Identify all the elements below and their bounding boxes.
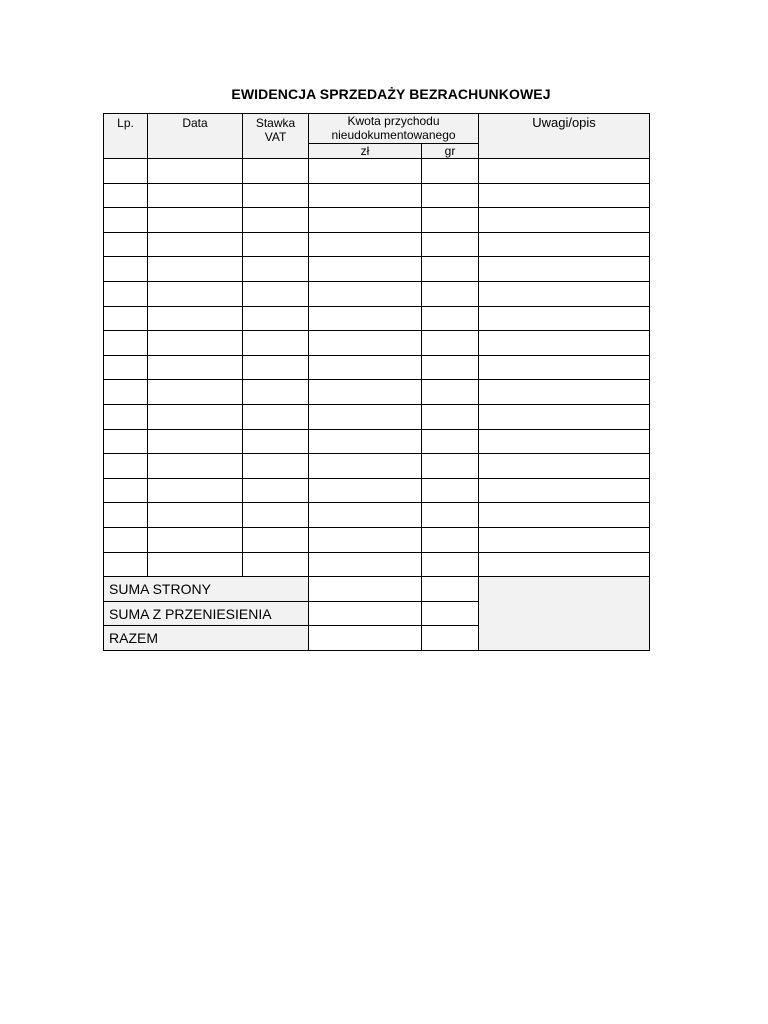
cell-gr[interactable] xyxy=(422,404,479,429)
cell-gr[interactable] xyxy=(422,454,479,479)
cell-stawka-vat[interactable] xyxy=(243,306,309,331)
cell-gr[interactable] xyxy=(422,208,479,233)
cell-zl[interactable] xyxy=(309,454,422,479)
cell-stawka-vat[interactable] xyxy=(243,159,309,184)
table-row xyxy=(104,404,650,429)
cell-zl[interactable] xyxy=(309,527,422,552)
table-row xyxy=(104,232,650,257)
header-stawka-vat-label: Stawka VAT xyxy=(255,116,296,144)
cell-data[interactable] xyxy=(148,527,243,552)
cell-stawka-vat[interactable] xyxy=(243,232,309,257)
cell-zl[interactable] xyxy=(309,331,422,356)
cell-data[interactable] xyxy=(148,503,243,528)
cell-stawka-vat[interactable] xyxy=(243,331,309,356)
cell-uwagi[interactable] xyxy=(479,232,650,257)
cell-lp[interactable] xyxy=(104,257,148,282)
cell-stawka-vat[interactable] xyxy=(243,454,309,479)
cell-zl[interactable] xyxy=(309,503,422,528)
suma-strony-zl-cell[interactable] xyxy=(309,577,422,602)
cell-lp[interactable] xyxy=(104,306,148,331)
suma-z-przeniesienia-zl-cell[interactable] xyxy=(309,601,422,626)
cell-data[interactable] xyxy=(148,306,243,331)
cell-uwagi[interactable] xyxy=(479,454,650,479)
cell-lp[interactable] xyxy=(104,355,148,380)
cell-lp[interactable] xyxy=(104,503,148,528)
table-row xyxy=(104,208,650,233)
cell-lp[interactable] xyxy=(104,281,148,306)
suma-z-przeniesienia-gr-cell[interactable] xyxy=(422,601,479,626)
suma-z-przeniesienia-label: SUMA Z PRZENIESIENIA xyxy=(104,601,309,626)
cell-lp[interactable] xyxy=(104,380,148,405)
cell-stawka-vat[interactable] xyxy=(243,355,309,380)
cell-stawka-vat[interactable] xyxy=(243,208,309,233)
cell-gr[interactable] xyxy=(422,159,479,184)
table-row xyxy=(104,183,650,208)
cell-gr[interactable] xyxy=(422,380,479,405)
cell-data[interactable] xyxy=(148,429,243,454)
razem-gr-cell[interactable] xyxy=(422,626,479,651)
table-row xyxy=(104,552,650,577)
summary-shaded-area xyxy=(479,577,650,651)
cell-lp[interactable] xyxy=(104,404,148,429)
table-row xyxy=(104,281,650,306)
cell-zl[interactable] xyxy=(309,306,422,331)
cell-gr[interactable] xyxy=(422,527,479,552)
cell-data[interactable] xyxy=(148,454,243,479)
cell-gr[interactable] xyxy=(422,232,479,257)
cell-zl[interactable] xyxy=(309,159,422,184)
cell-lp[interactable] xyxy=(104,183,148,208)
razem-label: RAZEM xyxy=(104,626,309,651)
cell-data[interactable] xyxy=(148,208,243,233)
cell-lp[interactable] xyxy=(104,527,148,552)
header-stawka-vat xyxy=(243,114,309,159)
cell-lp[interactable] xyxy=(104,429,148,454)
cell-lp[interactable] xyxy=(104,232,148,257)
cell-data[interactable] xyxy=(148,281,243,306)
cell-gr[interactable] xyxy=(422,281,479,306)
cell-lp[interactable] xyxy=(104,208,148,233)
cell-data[interactable] xyxy=(148,331,243,356)
ledger-body xyxy=(104,159,650,577)
table-row xyxy=(104,429,650,454)
cell-gr[interactable] xyxy=(422,331,479,356)
table-row xyxy=(104,527,650,552)
cell-uwagi[interactable] xyxy=(479,281,650,306)
cell-zl[interactable] xyxy=(309,183,422,208)
cell-data[interactable] xyxy=(148,380,243,405)
cell-uwagi[interactable] xyxy=(479,527,650,552)
cell-gr[interactable] xyxy=(422,355,479,380)
cell-lp[interactable] xyxy=(104,331,148,356)
cell-zl[interactable] xyxy=(309,355,422,380)
cell-gr[interactable] xyxy=(422,429,479,454)
cell-stawka-vat[interactable] xyxy=(243,380,309,405)
cell-lp[interactable] xyxy=(104,159,148,184)
cell-data[interactable] xyxy=(148,183,243,208)
cell-stawka-vat[interactable] xyxy=(243,281,309,306)
cell-gr[interactable] xyxy=(422,478,479,503)
page-title: EWIDENCJA SPRZEDAŻY BEZRACHUNKOWEJ xyxy=(231,86,551,102)
ledger-table xyxy=(103,113,650,651)
cell-zl[interactable] xyxy=(309,380,422,405)
table-row xyxy=(104,380,650,405)
cell-uwagi[interactable] xyxy=(479,355,650,380)
cell-zl[interactable] xyxy=(309,429,422,454)
table-row xyxy=(104,454,650,479)
cell-stawka-vat[interactable] xyxy=(243,429,309,454)
cell-zl[interactable] xyxy=(309,208,422,233)
cell-uwagi[interactable] xyxy=(479,183,650,208)
cell-gr[interactable] xyxy=(422,183,479,208)
cell-zl[interactable] xyxy=(309,552,422,577)
header-lp: Lp. xyxy=(104,114,148,159)
cell-stawka-vat[interactable] xyxy=(243,552,309,577)
cell-zl[interactable] xyxy=(309,232,422,257)
cell-data[interactable] xyxy=(148,552,243,577)
cell-uwagi[interactable] xyxy=(479,552,650,577)
cell-data[interactable] xyxy=(148,404,243,429)
cell-stawka-vat[interactable] xyxy=(243,527,309,552)
cell-uwagi[interactable] xyxy=(479,503,650,528)
suma-strony-label: SUMA STRONY xyxy=(104,577,309,602)
table-row xyxy=(104,159,650,184)
cell-zl[interactable] xyxy=(309,404,422,429)
header-kwota-przychodu: Kwota przychodu nieudokumentowanego xyxy=(309,114,479,144)
cell-zl[interactable] xyxy=(309,478,422,503)
table-row xyxy=(104,355,650,380)
cell-uwagi[interactable] xyxy=(479,404,650,429)
table-row xyxy=(104,257,650,282)
cell-zl[interactable] xyxy=(309,257,422,282)
cell-uwagi[interactable] xyxy=(479,208,650,233)
cell-uwagi[interactable] xyxy=(479,257,650,282)
cell-stawka-vat[interactable] xyxy=(243,183,309,208)
cell-uwagi[interactable] xyxy=(479,478,650,503)
cell-lp[interactable] xyxy=(104,454,148,479)
cell-stawka-vat[interactable] xyxy=(243,478,309,503)
table-row xyxy=(104,331,650,356)
cell-stawka-vat[interactable] xyxy=(243,503,309,528)
cell-lp[interactable] xyxy=(104,552,148,577)
header-gr: gr xyxy=(422,144,479,159)
table-row xyxy=(104,503,650,528)
razem-zl-cell[interactable] xyxy=(309,626,422,651)
cell-lp[interactable] xyxy=(104,478,148,503)
cell-stawka-vat[interactable] xyxy=(243,404,309,429)
header-zl: zł xyxy=(309,144,422,159)
cell-zl[interactable] xyxy=(309,281,422,306)
cell-gr[interactable] xyxy=(422,257,479,282)
cell-data[interactable] xyxy=(148,478,243,503)
cell-data[interactable] xyxy=(148,257,243,282)
cell-data[interactable] xyxy=(148,232,243,257)
cell-gr[interactable] xyxy=(422,306,479,331)
table-row xyxy=(104,478,650,503)
suma-strony-gr-cell[interactable] xyxy=(422,577,479,602)
header-uwagi-opis: Uwagi/opis xyxy=(479,114,650,159)
cell-uwagi[interactable] xyxy=(479,331,650,356)
cell-stawka-vat[interactable] xyxy=(243,257,309,282)
cell-data[interactable] xyxy=(148,355,243,380)
cell-data[interactable] xyxy=(148,159,243,184)
cell-gr[interactable] xyxy=(422,503,479,528)
table-row xyxy=(104,306,650,331)
cell-uwagi[interactable] xyxy=(479,380,650,405)
header-data: Data xyxy=(148,114,243,159)
cell-uwagi[interactable] xyxy=(479,429,650,454)
cell-uwagi[interactable] xyxy=(479,159,650,184)
cell-uwagi[interactable] xyxy=(479,306,650,331)
cell-gr[interactable] xyxy=(422,552,479,577)
